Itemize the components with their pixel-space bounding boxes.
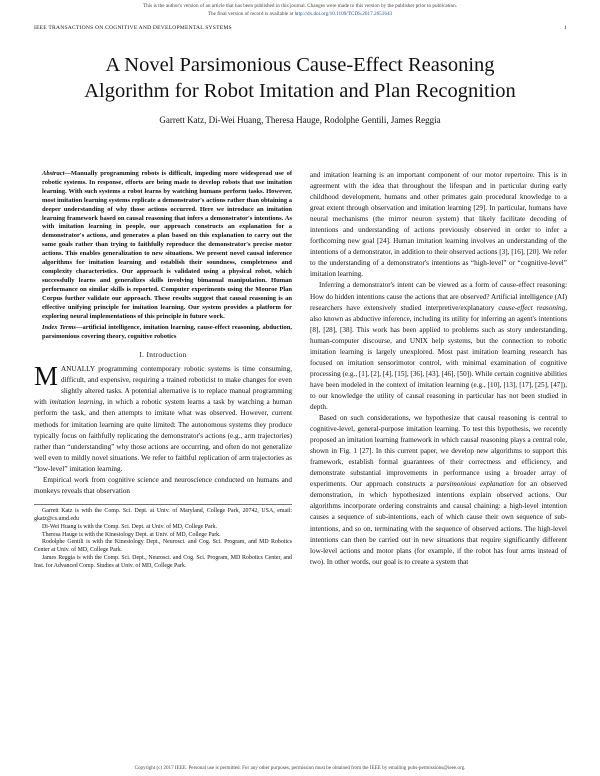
index-terms: [34, 324, 292, 342]
intro-p4-emphasis: parsimonious explanation: [436, 480, 514, 489]
intro-paragraph-2-start: Empirical work from cognitive science and neuroscience conducted on humans and monkeys reveals that observation: [34, 475, 292, 495]
footnote-affiliation: Theresa Hauge is with the Kinesiology Dept. at Univ. of MD, College Park.: [42, 531, 221, 538]
footnote-divider: [34, 504, 292, 505]
title-line-1: A Novel Parsimonious Cause-Effect Reasoning: [105, 54, 495, 76]
intro-p1-b: , in which a robotic system learns a task by watching a human perform the task, and then attempts to imitate what was observed. However, current methods for imitation learning are quite limited: The autonomous systems they produce typically focus on faithfully replicating the demonstrator's actions (e.g., arm trajectories) rather than “understanding” why those actions are occurring, and often do not generalize well even to mildly novel situations. We refer to faithful replication of arm trajectories as “low-level” imitation learning.: [34, 398, 293, 473]
journal-name: IEEE TRANSACTIONS ON COGNITIVE AND DEVELOPMENTAL SYSTEMS: [34, 25, 232, 31]
title-line-2: Algorithm for Robot Imitation and Plan Recognition: [84, 80, 516, 102]
author-list: Garrett Katz, Di-Wei Huang, Theresa Hauge, Rodolphe Gentili, James Reggia: [159, 115, 441, 125]
running-header: [34, 25, 567, 31]
drop-cap: M: [34, 361, 59, 392]
notice-text: The final version of record is available at: [207, 11, 294, 17]
copyright-footer: Copyright (c) 2017 IEEE. Personal use is permitted. For any other purposes, permission must be obtained from the IEEE by emailing pubs-permissions@ieee.org.: [134, 765, 466, 771]
abstract-label: Abstract—: [42, 170, 71, 177]
abstract: [34, 170, 292, 321]
doi-link[interactable]: http://dx.doi.org/10.1109/TCDS.2017.2651643: [294, 11, 393, 17]
intro-p4-a: Based on such considerations, we hypothesize that causal reasoning is central to cognitive-level, general-purpose imitation learning. To test this hypothesis, we recently proposed an imitation learning framework in which causal reasoning plays a central role, shown in Fig. 1 [27]. In this current paper, we develop new algorithms to support this framework, establish formal guarantees of their correctness and efficiency, and demonstrate substantial improvements in performance using a broader array of experiments. Our approach constructs a: [310, 414, 567, 489]
page-number: 1: [564, 25, 567, 31]
index-terms-text: —artificial intelligence, imitation learning, cause-effect reasoning, abduction, parsimonious covering theory, cognitive robotics: [42, 324, 292, 341]
intro-p3-emphasis: cause-effect reasoning: [498, 303, 566, 312]
intro-p3-b: , also known as abductive inference, including its utility for inferring an agent's intentions [8], [28], [38]. This work has been applied to problems such as story understanding, human-computer discourse, and UNIX help systems, but the connection to robotic imitation learning is largely unexplored. Most past imitation learning research has focused on imitation sensorimotor control, with minimal examination of cognitive processing (e.g., [1], [2], [4], [15], [36], [43], [46], [50]). While certain cognitive abilities have been modeled in the context of imitation learning (e.g., [10], [13], [17], [25], [47]), to our knowledge the utility of causal reasoning in particular has not been studied in depth.: [310, 303, 567, 411]
right-column: [310, 170, 567, 568]
intro-p1-a: ANUALLY programming contemporary robotic systems is time consuming, difficult, and expensive, requiring a trained roboticist to make changes for even slightly altered tasks. A potential alternative is to replace manual programming with: [34, 365, 292, 407]
intro-paragraph-1: [34, 361, 293, 474]
intro-paragraph-3: [310, 280, 567, 413]
intro-paragraph-2-cont: and imitation learning is an important component of our motor repertoire. This is in agreement with the idea that throughout the lifespan and in particular during early childhood development, humans and other primates gain procedural knowledge to a great extent through observation and imitation learning [29]. In particular, humans have neural mechanisms (the mirror neuron system) that likely facilitate decoding of intentions and understanding of actions previously observed in order to infer a forthcoming new goal [24]. Human imitation learning involves an understanding of the intentions of a demonstrator, in addition to their observed actions [3], [16], [20]. We refer to the understanding of a demonstrator's intentions as “high-level” or “cognitive-level” imitation learning.: [310, 171, 567, 279]
footnote-affiliation: Di-Wei Huang is with the Comp. Sci. Dept. at Univ. of MD, College Park.: [42, 523, 218, 530]
publication-notice: This is the author's version of an article that has been published in this journal. Changes were made to this version by the publisher prior to publication.: [142, 3, 458, 9]
intro-p3-a: Inferring a demonstrator's intent can be viewed as a form of cause-effect reasoning: How do hidden intentions cause the actions that are observed? Artificial intelligence (AI) researchers have extensively studied interpretive/explanatory: [310, 281, 567, 312]
intro-paragraph-4: [310, 413, 567, 568]
left-column: [34, 170, 292, 571]
paper-title: [0, 52, 600, 104]
footnote-affiliation: Rodolphe Gentili is with the Kinesiology Dept., Neurosci. and Cog. Sci. Program, and MD Robotics Center at Univ. of MD, College Park.: [34, 539, 292, 554]
publication-notice-doi: [0, 11, 600, 17]
abstract-text: Manually programming robots is difficult, impeding more widespread use of robotic systems. In response, efforts are being made to develop robots that use imitation learning. With such systems a robot learns by watching humans perform tasks. However, most imitation learning systems replicate a demonstrator's actions rather than obtaining a deeper understanding of why those actions occurred. Here we introduce an imitation learning framework based on causal reasoning that infers a demonstrator's intentions. As with imitation learning in people, our approach constructs an explanation for a demonstrator's actions, and generates a plan based on this explanation to carry out the same goals rather than trying to faithfully reproduce the demonstrator's precise motor actions. This enables generalization to new situations. We present novel causal inference algorithms for imitation learning and establish their soundness, completeness and complexity characteristics. Our approach is validated using a physical robot, which successfully learns and generalizes skills involving bimanual manipulation. Human performance on similar skills is reported. Computer experiments using the Monroe Plan Corpus further validate our approach. These results suggest that causal reasoning is an effective unifying principle for imitation learning. Our system provides a platform for exploring neural implementations of this principle in future work.: [42, 170, 292, 320]
section-heading-introduction: I. Introduction: [139, 350, 187, 360]
footnote-affiliation: Garrett Katz is with the Comp. Sci. Dept. at Univ. of Maryland, College Park, 20742, USA, email: gkatz@cs.umd.edu: [34, 507, 292, 522]
intro-p1-emphasis: imitation learning: [49, 398, 103, 407]
footnote-affiliation: James Reggia is with the Comp. Sci. Dept., Neurosci. and Cog. Sci. Program, MD Robotics Center, and Inst. for Advanced Comp. Studies at Univ. of MD, College Park.: [34, 555, 292, 570]
index-terms-label: Index Terms: [42, 324, 76, 332]
intro-p4-b: for an observed demonstration, in which hypothesized intentions explain observed actions. Our algorithms incorporate ordering constraints and causal chaining: a high-level intention causes a sequence of sub-intentions, each of which cause their own sequence of sub-intentions, and so on, terminating with the sequence of observed actions. The high-level intentions can then be carried out in new situations that require significantly different low-level actions and motor plans (for example, if the robot has four arms instead of two). In other words, our goal is to create a system that: [310, 480, 567, 566]
